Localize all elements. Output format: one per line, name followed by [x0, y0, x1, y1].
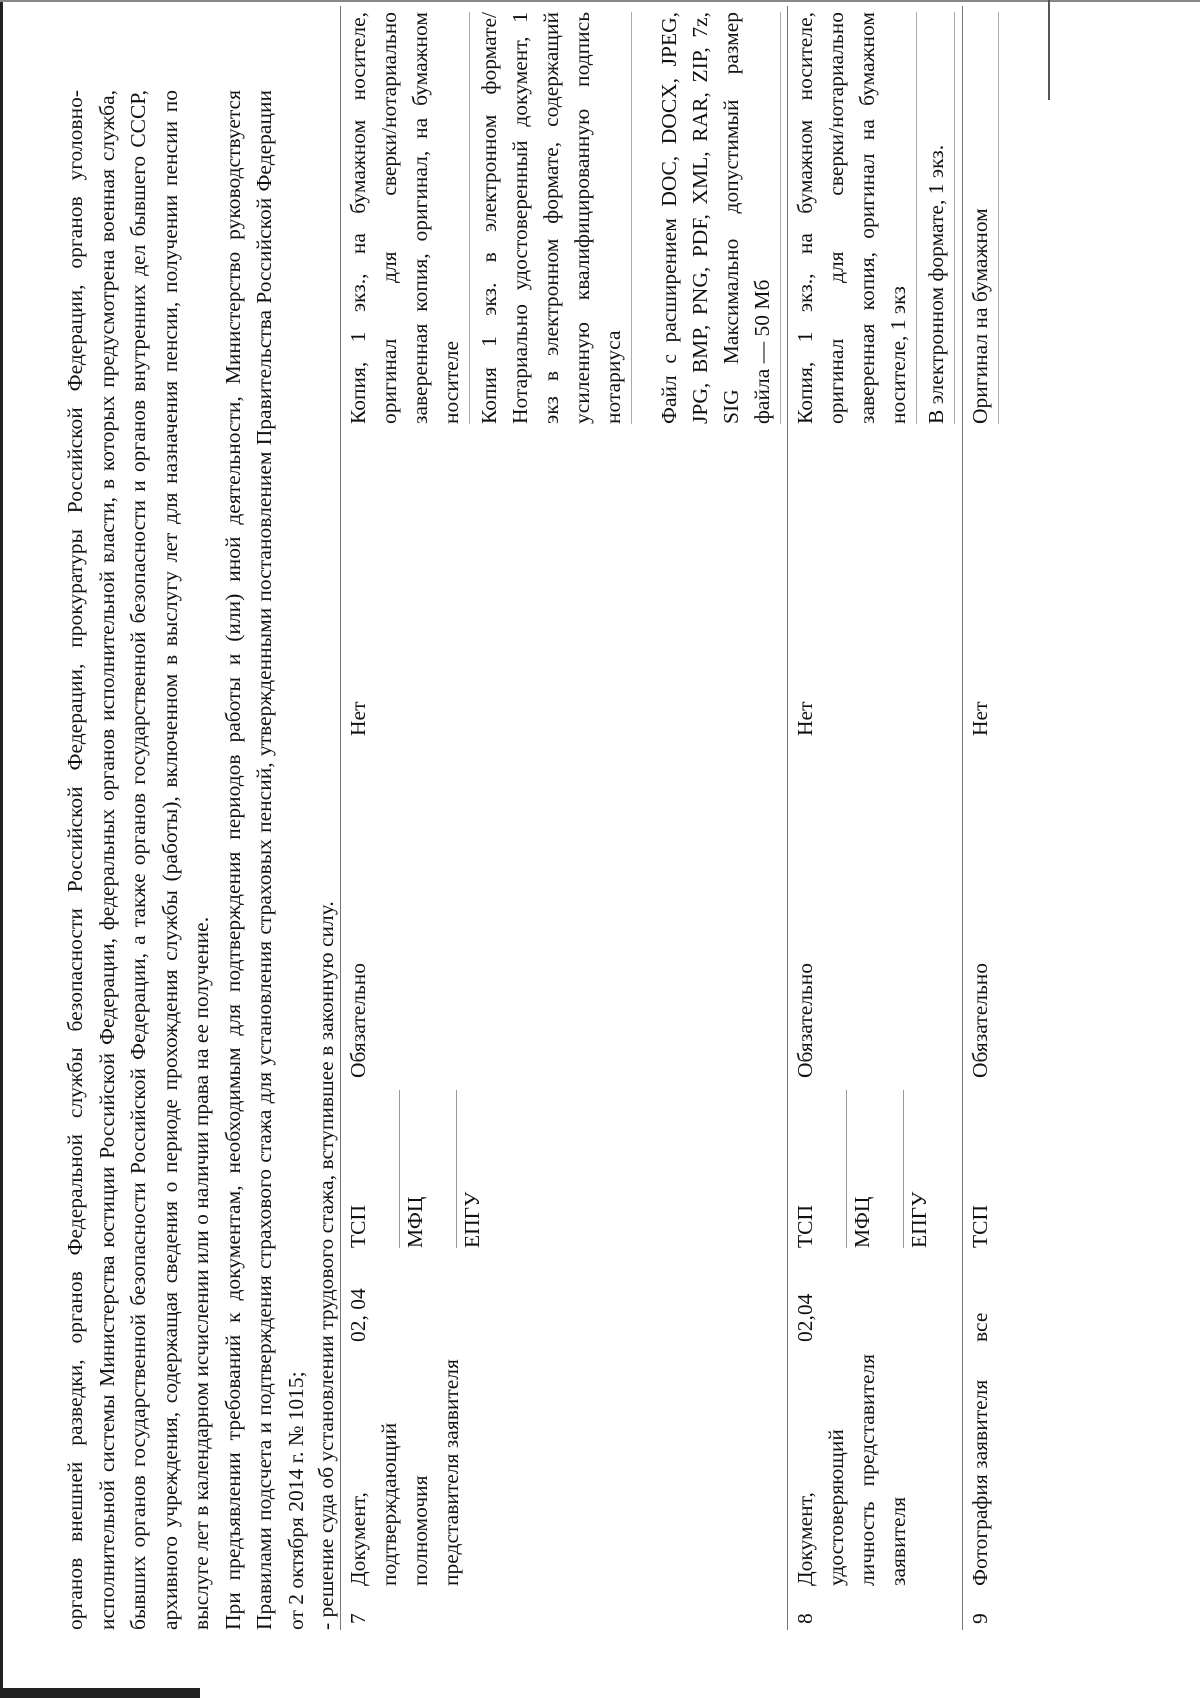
intro-paragraph: органов внешней разведки, органов Федеральной службы безопасности Российской Федерации, прокуратуры Российской Федерации, органов уголовно-исполнительной системы Министерства юстиции Российской Федерации, федеральных органов исполнительной власти, в которых предусмотрена военная служба, бывших органов государственной безопасности Российской Федерации, а также органов государственной безопасности и органов внутренних дел бывшего СССР, архивного учреждения, содержащая сведения о периоде прохождения службы (работы), включенном в выслугу лет для назначения пенсии, получении пенсии по выслуге лет в календарном исчислении или о наличии права на ее получение.: [63, 90, 213, 1630]
applicant-code: все: [963, 1254, 1024, 1348]
submission-channels: [788, 1084, 963, 1254]
applicant-code: 02, 04: [341, 1254, 788, 1348]
applicant-code: 02,04: [788, 1254, 963, 1348]
channel-item: ТСП: [790, 1090, 847, 1248]
page-content: [60, 12, 1120, 1650]
document-form: [963, 6, 1024, 430]
channel-item: МФЦ: [400, 1090, 457, 1248]
rotated-page: [0, 12, 1100, 1650]
channel-item: ЕПГУ: [460, 1191, 484, 1248]
document-name: Фотография заявителя: [963, 1348, 1024, 1592]
submission-channels: [341, 1084, 788, 1254]
document-name: Документ, удостоверяющий личность представителя заявителя: [788, 1348, 963, 1592]
channel-item: ЕПГУ: [907, 1191, 931, 1248]
form-item: Копия, 1 экз., на бумажном носителе, оригинал для сверки/нотариально заверенная копия, оригинал, на бумажном носителе: [343, 12, 470, 424]
table-row: [341, 6, 788, 1630]
table-row: [963, 6, 1024, 1630]
form-item: Копия 1 экз. в электронном формате/ Нотариально удостоверенный документ, 1 экз в электронном формате, содержащий усиленную квалифицированную подпись нотариуса: [474, 12, 632, 424]
requirement-status: Обязательно: [341, 742, 788, 1084]
form-spacer: [636, 12, 650, 424]
form-item: В электронном формате, 1 экз.: [921, 12, 955, 424]
document-form: [341, 6, 788, 430]
form-item: Оригинал на бумажном: [965, 12, 999, 424]
requirement-status: Обязательно: [788, 742, 963, 1084]
scan-edge-top: [0, 0, 1200, 2]
payment-status: Нет: [788, 430, 963, 742]
documents-table: [340, 6, 1023, 1630]
form-item: Копия, 1 экз., на бумажном носителе, оригинал для сверки/нотариально заверенная копия, оригинал на бумажном носителе, 1 экз: [790, 12, 917, 424]
channel-item: ТСП: [343, 1090, 400, 1248]
document-form: [788, 6, 963, 430]
requirement-status: Обязательно: [963, 742, 1024, 1084]
scan-mark-bottom: [0, 1688, 200, 1698]
channel-item: МФЦ: [847, 1090, 904, 1248]
row-number: 7: [341, 1592, 788, 1630]
row-number: 8: [788, 1592, 963, 1630]
submission-channels: [963, 1084, 1024, 1254]
payment-status: Нет: [341, 430, 788, 742]
requirements-paragraph: При предъявлении требований к документам, необходимым для подтверждения периодов работы и (или) иной деятельности, Министерство руководствуется Правилами подсчета и подтверждения страхового стажа для установления страховых пенсий, утвержденными постановлением Правительства Российской Федерации от 2 октября 2014 г. № 1015;: [220, 90, 308, 1630]
court-decision-item: - решение суда об установлении трудового стажа, вступившее в законную силу.: [314, 901, 338, 1630]
channel-item: ТСП: [968, 1205, 992, 1248]
form-item: Файл с расширением DOC, DOCX, JPEG, JPG, BMP, PNG, PDF, XML, RAR, ZIP, 7z, SIG Максимально допустимый размер файла — 50 Мб: [654, 12, 781, 424]
document-name: Документ, подтверждающий полномочия представителя заявителя: [341, 1348, 788, 1592]
table-row: [788, 6, 963, 1630]
row-number: 9: [963, 1592, 1024, 1630]
payment-status: Нет: [963, 430, 1024, 742]
